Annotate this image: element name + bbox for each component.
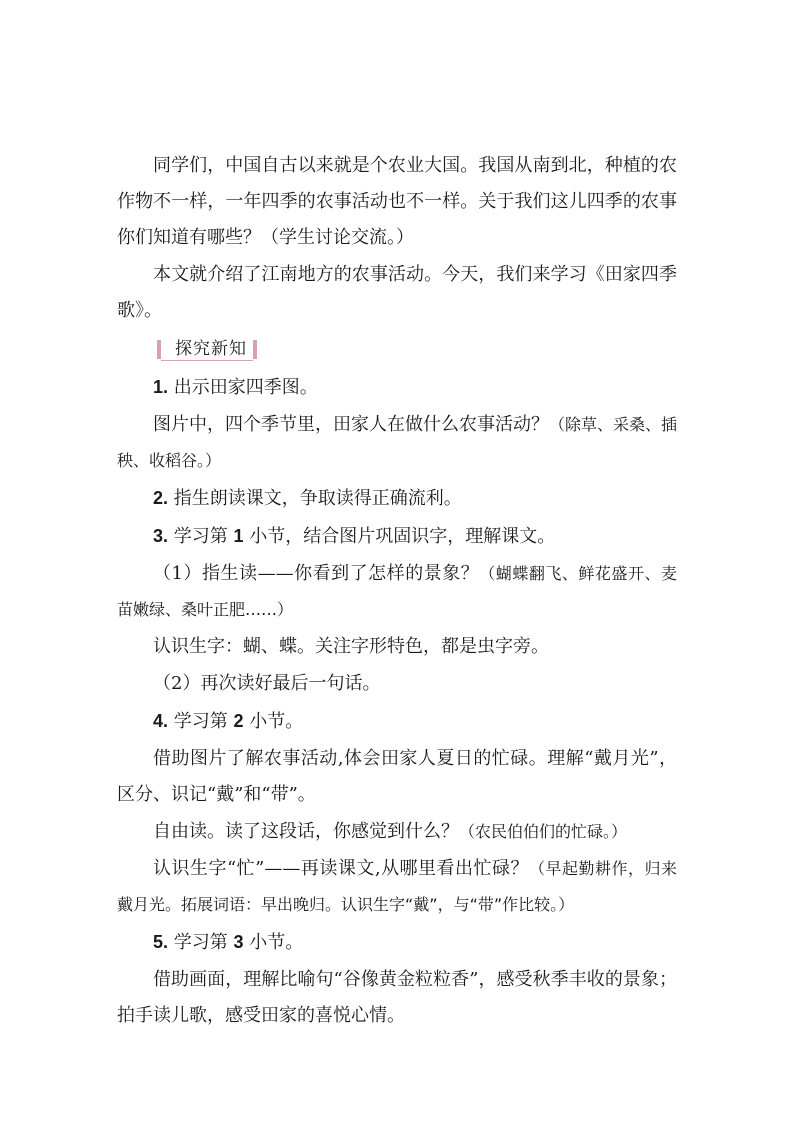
step-4-paragraph-3: [117, 851, 677, 923]
step-number: 2.: [153, 488, 169, 508]
step-2-heading: [117, 480, 677, 517]
section-bar-right: [253, 340, 257, 359]
step-number: 5.: [153, 932, 169, 952]
answer-note: （蝴蝶翻飞、鲜花盛开、麦苗嫩绿、桑叶正肥……）: [117, 564, 677, 619]
step-text: 小节，结合图片巩固识字，理解课文。: [243, 526, 556, 547]
step-4-paragraph-2: [117, 814, 677, 850]
step-5-paragraph-1: 借助画面，理解比喻句“谷像黄金粒粒香”，感受秋季丰收的景象；拍手读儿歌，感受田家的喜悦心情。: [117, 969, 677, 1026]
step-number: 3.: [153, 526, 169, 546]
answer-note: （早起勤耕作，归来戴月光。拓展词语：早出晚归。认识生字“戴”，与“带”作比较。）: [117, 859, 677, 914]
intro-paragraph-2: 本文就介绍了江南地方的农事活动。今天，我们来学习《田家四季歌》。: [117, 264, 677, 321]
step-4-paragraph-1: 借助图片了解农事活动,体会田家人夏日的忙碌。理解“戴月光”，区分、识记“戴”和“带”。: [117, 748, 677, 805]
step-text: 学习第: [168, 932, 234, 953]
step-text: 小节。: [243, 711, 304, 732]
step-3-paragraph-3: （2）再次读好最后一句话。: [153, 673, 381, 694]
step-text: 学习第: [168, 711, 234, 732]
step-3-paragraph-1: [117, 556, 677, 628]
section-title: 探究新知: [161, 337, 253, 361]
section-heading: [157, 337, 677, 361]
intro-paragraph-1: 同学们，中国自古以来就是个农业大国。我国从南到北，种植的农作物不一样，一年四季的农事活动也不一样。关于我们这儿四季的农事你们知道有哪些？（学生讨论交流。）: [117, 155, 677, 248]
answer-note: （农民伯伯们的忙碌。）: [459, 822, 628, 841]
question-text: 图片中，四个季节里，田家人在做什么农事活动？: [153, 414, 549, 435]
step-section-number: 2: [233, 711, 244, 731]
question-text: 认识生字“忙”——再读课文,从哪里看出忙碌？: [153, 858, 530, 879]
step-3-heading: [117, 518, 677, 555]
step-section-number: 1: [233, 526, 244, 546]
step-5-heading: [117, 924, 677, 961]
step-text: 出示田家四季图。: [168, 377, 318, 398]
step-text: 学习第: [168, 526, 234, 547]
question-text: 自由读。读了这段话，你感觉到什么？: [153, 821, 459, 842]
step-1-heading: [117, 369, 677, 406]
step-4-heading: [117, 703, 677, 740]
question-text: （1）指生读——你看到了怎样的景象？: [153, 563, 480, 584]
step-text: 小节。: [243, 932, 304, 953]
step-text: 指生朗读课文，争取读得正确流利。: [168, 488, 462, 509]
step-number: 1.: [153, 377, 169, 397]
answer-note: （除草、采桑、插秧、收稻谷。）: [117, 415, 678, 470]
document-page: [117, 148, 677, 1035]
step-number: 4.: [153, 711, 169, 731]
step-1-paragraph: [117, 407, 677, 479]
step-section-number: 3: [233, 932, 244, 952]
step-3-paragraph-2: 认识生字：蝴、蝶。关注字形特色，都是虫字旁。: [153, 636, 549, 657]
